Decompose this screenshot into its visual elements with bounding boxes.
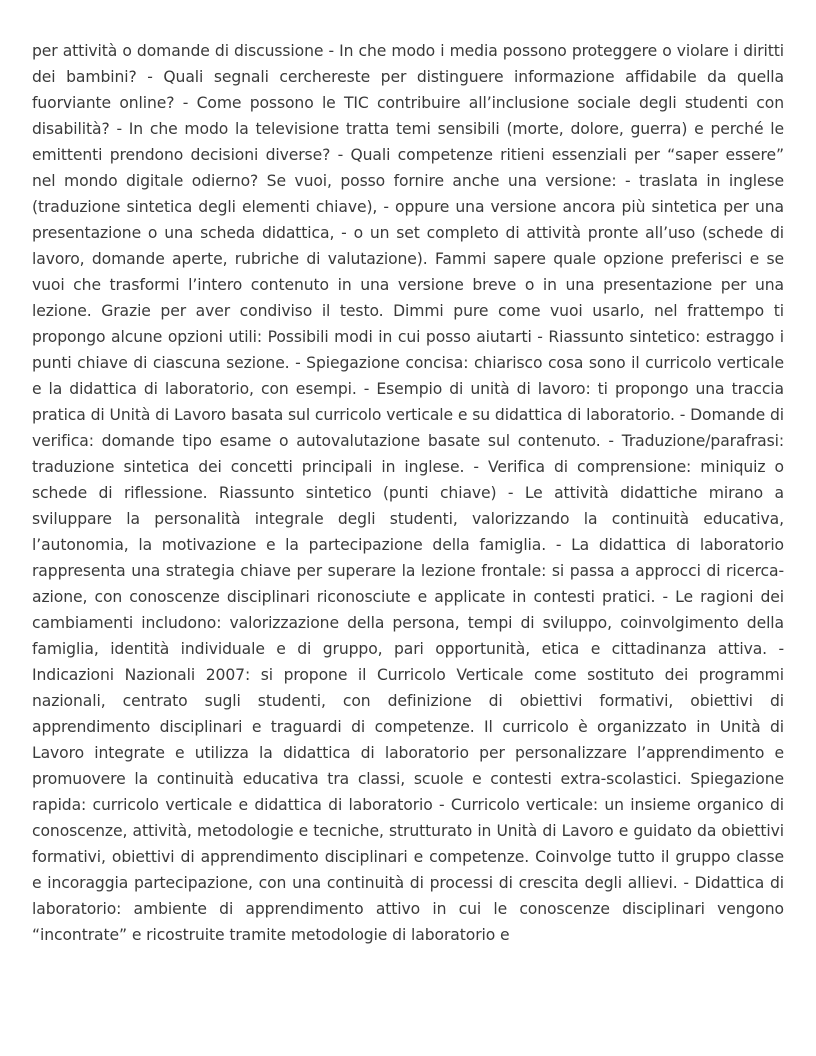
body-paragraph: per attività o domande di discussione - In che modo i media possono proteggere o violare i diritti dei bambini? - Quali segnali cerchereste per distinguere informazione affidabile da quella fuorviante online? - Come possono le TIC contribuire all’inclusione sociale degli studenti con disabilità? - In che modo la televisione tratta temi sensibili (morte, dolore, guerra) e perché le emittenti prendono decisioni diverse? - Quali competenze ritieni essenziali per “saper essere” nel mondo digitale odierno? Se vuoi, posso fornire anche una versione: - traslata in inglese (traduzione sintetica degli elementi chiave), - oppure una versione ancora più sintetica per una presentazione o una scheda didattica, - o un set completo di attività pronte all’uso (schede di lavoro, domande aperte, rubriche di valutazione). Fammi sapere quale opzione preferisci e se vuoi che trasformi l’intero contenuto in una versione breve o in una presentazione per una lezione. Grazie per aver condiviso il testo. Dimmi pure come vuoi usarlo, nel frattempo ti propongo alcune opzioni utili: Possibili modi in cui posso aiutarti - Riassunto sintetico: estraggo i punti chiave di ciascuna sezione. - Spiegazione concisa: chiarisco cosa sono il curricolo verticale e la didattica di laboratorio, con esempi. - Esempio di unità di lavoro: ti propongo una traccia pratica di Unità di Lavoro basata sul curricolo verticale e su didattica di laboratorio. - Domande di verifica: domande tipo esame o autovalutazione basate sul contenuto. - Traduzione/parafrasi: traduzione sintetica dei concetti principali in inglese. - Verifica di comprensione: miniquiz o schede di riflessione. Riassunto sintetico (punti chiave) - Le attività didattiche mirano a sviluppare la personalità integrale degli studenti, valorizzando la continuità educativa, l’autonomia, la motivazione e la partecipazione della famiglia. - La didattica di laboratorio rappresenta una strategia chiave per superare la lezione frontale: si passa a approcci di ricerca-azione, con conoscenze disciplinari riconosciute e applicate in contesti pratici. - Le ragioni dei cambiamenti includono: valorizzazione della persona, tempi di sviluppo, coinvolgimento della famiglia, identità individuale e di gruppo, pari opportunità, etica e cittadinanza attiva. - Indicazioni Nazionali 2007: si propone il Curricolo Verticale come sostituto dei programmi nazionali, centrato sugli studenti, con definizione di obiettivi formativi, obiettivi di apprendimento disciplinari e traguardi di competenze. Il curricolo è organizzato in Unità di Lavoro integrate e utilizza la didattica di laboratorio per personalizzare l’apprendimento e promuovere la continuità educativa tra classi, scuole e contesti extra-scolastici. Spiegazione rapida: curricolo verticale e didattica di laboratorio - Curricolo verticale: un insieme organico di conoscenze, attività, metodologie e tecniche, strutturato in Unità di Lavoro e guidato da obiettivi formativi, obiettivi di apprendimento disciplinari e competenze. Coinvolge tutto il gruppo classe e incoraggia partecipazione, con una continuità di processi di crescita degli allievi. - Didattica di laboratorio: ambiente di apprendimento attivo in cui le conoscenze disciplinari vengono “incontrate” e ricostruite tramite metodologie di laboratorio e [32, 42, 784, 944]
document-page [32, 38, 784, 948]
